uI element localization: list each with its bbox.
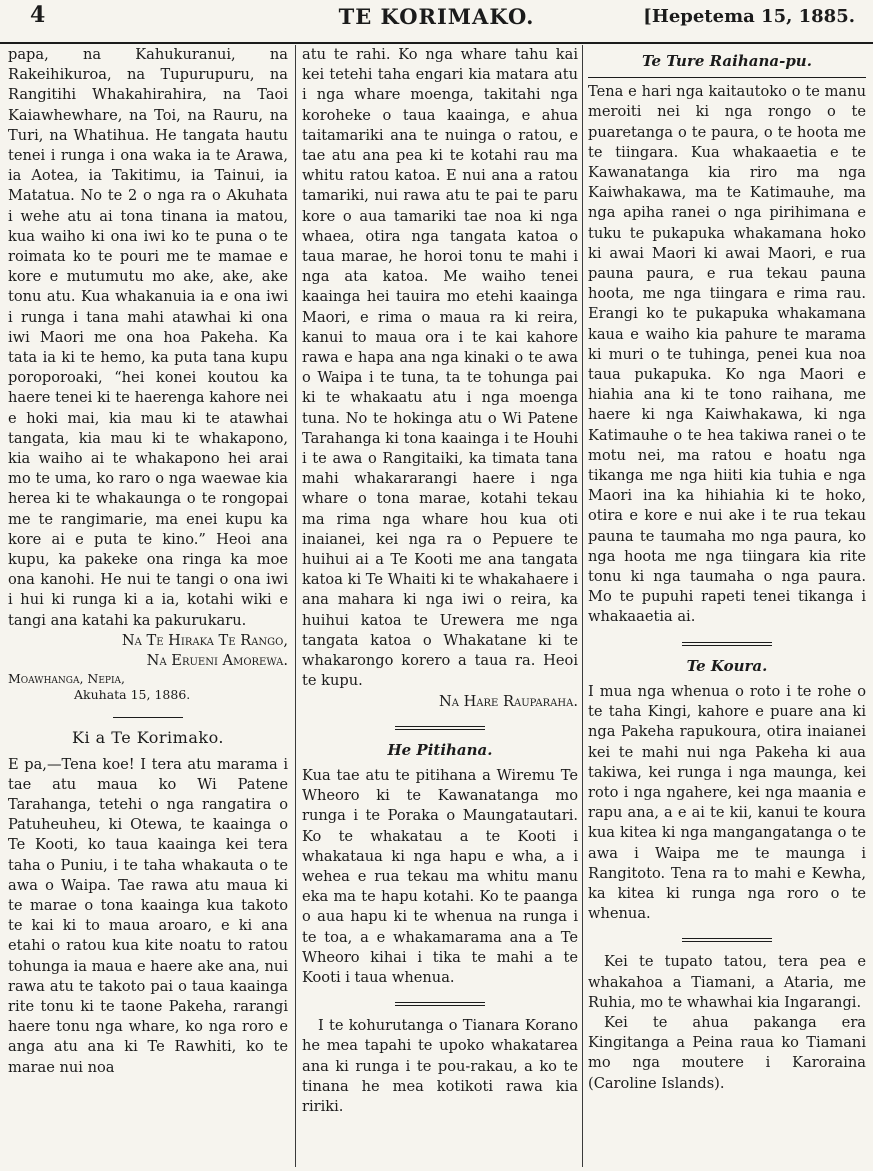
column-divider [582,45,583,1167]
section-heading: Te Ture Raihana-pu. [642,52,812,70]
separator-rule [395,726,485,730]
section-heading: Te Koura. [686,656,768,675]
section-heading: He Pitihana. [387,740,493,759]
separator-rule [682,938,772,942]
column-2 [302,45,578,1167]
article-paragraph: papa, na Kahukuranui, na Rakeihikuroa, na Tupurupuru, na Rangitihi Whakahirahira, na Taoi Kaiawhewhare, na Toi, na Rauru, na Turi, na Whatihua. He tangata hautu tenei i runga i ona waka ia te Arawa, ia Aotea, ia Takitimu, ia Tainui, ia Matatua. No te 2 o nga ra o Akuhata i wehe atu ai tona tinana ia matou, kua waiho ki ona iwi ko te puna o te roimata ko te pouri me te mamae e kore e mutumutu mo ake, ake, ake tonu atu. Kua whakanuia ia e ona iwi i runga i tana mahi atawhai ki ona iwi Maori me ona hoa Pakeha. Ka tata ia ki te hemo, ka puta tana kupu poroporoaki, “hei konei koutou ka haere tenei ki te haerenga kahore nei e hoki mai, kia mau ki te atawhai tangata, kia mau ki te whakapono, kia waiho ai te whakapono hei arai mo te uma, ko raro o nga waewae kia herea ki te whakaunga o te rongopai me te rangimarie, ma enei kupu ka kore ai e puta te kino.” Heoi ana kupu, ka pakeke ona ringa ka moe ona kanohi. He nui te tangi o ona iwi i hui ki runga ki a ia, kotahi wiki e tangi ana katahi ka pakurukaru. [8,46,288,629]
dateline-place: Moawhanga, Nepia, [8,671,126,687]
letter-paragraph: E pa,—Tena koe! I tera atu marama i tae atu maua ko Wi Patene Tarahanga, tetehi o nga rangatira o Patuheuheu, ki Otewa, te kaainga o Te Kooti, ko taua kaainga kei tera taha o Puniu, i te taha whakauta o te awa o Waipa. Tae rawa atu maua ki te marae o tona kaainga kua takoto te kai ki to maua aroaro, e ki ana etahi o ratou kua kite noatu to ratou tohunga ia maua e haere ake ana, nui rawa atu te takoto pai o taua kaainga rite tonu ki te taone Pakeha, rarangi haere tonu nga whare, ko nga roro e anga atu ana ki Te Rawhiti, ko te marae nui noa [8,755,288,1076]
page-number: 4 [30,2,46,28]
news-item: Kei te ahua pakanga era Kingitanga a Peina raua ko Tiamani mo nga moutere i Karoraina (Caroline Islands). [588,1013,866,1092]
signature: Na Te Hiraka Te Rango, [121,631,288,649]
masthead [0,0,873,44]
article-paragraph: Kua tae atu te pitihana a Wiremu Te Wheoro ki te Kawanatanga mo runga i te Poraka o Maungatautari. Ko te whakatau a te Kooti i whakataua ki nga hapu e wha, a i wehea e rua tekau ma whitu manu eka ma te hapu kotahi. Ko te paanga o aua hapu ki te whenua na runga i te toa, a e whakamarama ana a Te Wheoro kihai i tika te mahi a te Kooti i taua whenua. [302,766,578,986]
column-3 [588,45,866,1167]
news-item: Kei te tupato tatou, tera pea e whakahoa a Tiamani, a Ataria, me Ruhia, mo te whawhai kia Ingarangi. [588,953,866,1011]
separator-rule [113,717,183,718]
newspaper-title: TE KORIMAKO. [338,4,535,29]
column-1 [8,45,288,1167]
letter-heading: Ki a Te Korimako. [71,728,225,748]
separator-rule [682,642,772,646]
column-divider [295,45,296,1167]
separator-rule [588,77,866,78]
separator-rule [395,1002,485,1006]
article-paragraph: atu te rahi. Ko nga whare tahu kai kei tetehi taha engari kia matara atu i nga whare moenga, takitahi nga koroheke o taua kaainga, e ahua taitamariki ana te nuinga o ratou, e tae atu ana pea ki te kotahi rau ma whitu ratou katoa. E nui ana a ratou tamariki, nui rawa atu te pai te paru kore o aua tamariki tae noa ki nga whaea, otira nga tangata katoa o taua marae, he horoi tonu te mahi i nga ata katoa. Me waiho tenei kaainga hei tauira mo etehi kaainga Maori, e rima o maua ra ki reira, kanui to maua ora i te kai kahore rawa e hapa ana nga kinaki o te awa o Waipa i te tuna, ta te tohunga pai ki te whakaatu atu i nga moenga tuna. No te hokinga atu o Wi Patene Tarahanga ki tona kaainga i te Houhi i te awa o Rangitaiki, ka timata tana mahi whakararangi haere i nga whare o tona marae, kotahi tekau ma rima nga whare hou kua oti inaianei, kei nga ra o Pepuere te huihui ai a Te Kooti me ana tangata katoa ki Te Whaiti ki te whakahaere i ana mahara ki nga iwi o reira, ka huihui katoa te Urewera me nga tangata katoa o Whakatane ki te whakarongo korero a taua ra. Heoi te kupu. [302,46,578,690]
issue-date: [Hepetema 15, 1885. [643,6,855,27]
signature: Na Hare Rauparaha. [438,692,578,710]
article-paragraph: I te kohurutanga o Tianara Korano he mea tapahi te upoko whakatarea ana ki runga i te pou-rakau, a ko te tinana he mea kotikoti rawa kia ririki. [302,1017,578,1115]
article-paragraph: Tena e hari nga kaitautoko o te manu meroiti nei ki nga rongo o te puaretanga o te paura, o te hoota me te tiingara. Kua whakaaetia e te Kawanatanga kia riro ma nga Kaiwhakawa, ma te Katimauhe, ma nga apiha ranei o nga pirihimana e tuku te pukapuka whakamana hoko ki awai Maori ki awai Maori, e rua pauna paura, e rua tekau pauna hoota, me nga tiingara e rima rau. Erangi ko te pukapuka whakamana kaua e waiho kia pahure te marama ki muri o te tuhinga, penei kua noa taua pukapuka. Ko nga Maori e hiahia ana ki te tono raihana, me haere ki nga Kaiwhakawa, ki nga Katimauhe o te hea takiwa ranei o te motu nei, ma ratou e hoatu nga tikanga me nga hiiti kia tuhia e nga Maori ina ka hihiahia ki te hoko, otira e kore e nui ake i te rua tekau pauna te taumaha mo nga paura, ko nga hoota me nga tiingara kia rite tonu ki nga taumaha o nga paura. Mo te pupuhi rapeti tenei tikanga i whakaaetia ai. [588,83,866,626]
dateline-date: Akuhata 15, 1886. [74,687,191,703]
article-paragraph: I mua nga whenua o roto i te rohe o te taha Kingi, kahore e puare ana ki nga Pakeha rapukoura, otira inaianei kei te mahi nui nga Pakeha ki aua takiwa, kei runga i nga maunga, kei roto i nga ngahere, kei nga maania e rapu ana, a e ai te kii, kanui te koura kua kitea ki nga mangangatanga o te awa i Waipa me te maunga i Rangitoto. Tena ra to mahi e Kewha, ka kitea ki runga nga roro o te whenua. [588,682,866,923]
signature: Na Erueni Amorewa. [146,652,288,670]
